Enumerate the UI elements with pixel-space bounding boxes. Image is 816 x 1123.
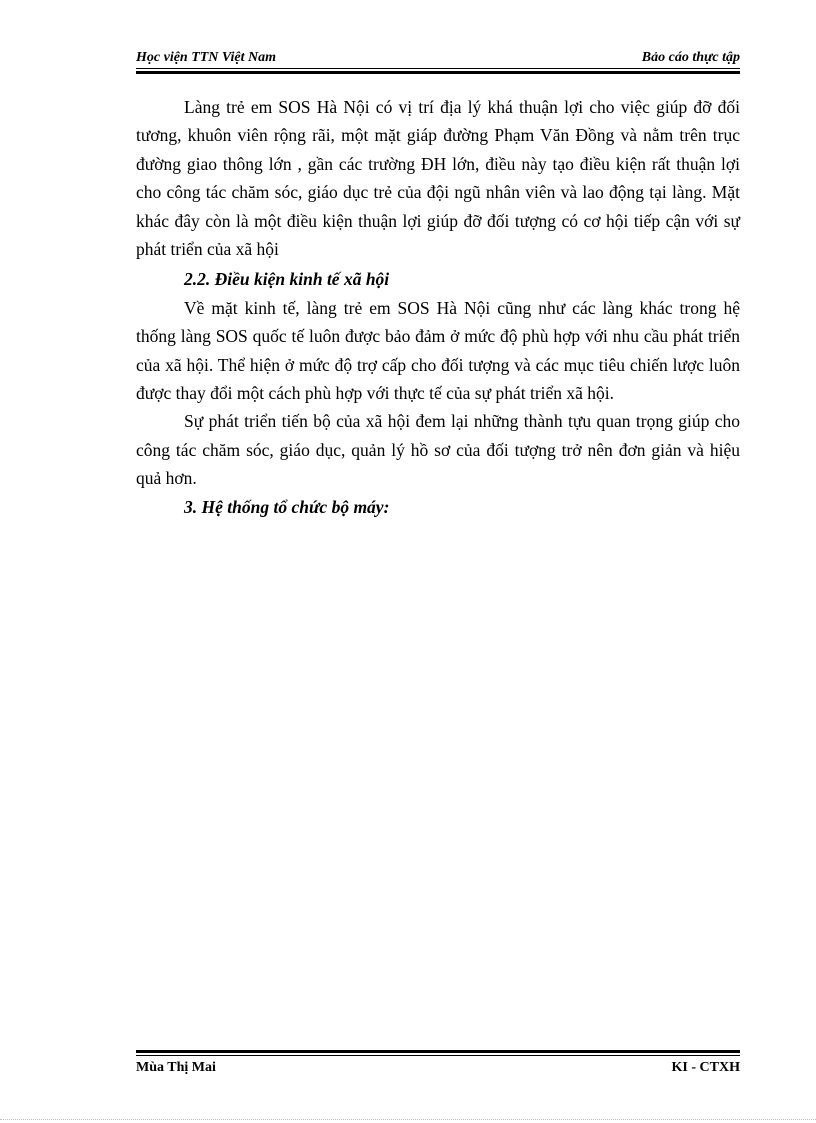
paragraph-economy: Về mặt kinh tế, làng trẻ em SOS Hà Nội cũng như các làng khác trong hệ thống làng SOS quốc tế luôn được bảo đảm ở mức độ phù hợp với nhu cầu phát triển của xã hội. Thể hiện ở mức độ trợ cấp cho đối tượng và các mục tiêu chiến lược luôn được thay đổi một cách phù hợp với thực tế của sự phát triển xã hội. xyxy=(136,297,740,404)
paragraph-progress: Sự phát triển tiến bộ của xã hội đem lại những thành tựu quan trọng giúp cho công tác chăm sóc, giáo dục, quản lý hồ sơ của đối tượng trở nên đơn giản và hiệu quả hơn. xyxy=(136,411,740,489)
footer-author: Mùa Thị Mai xyxy=(136,1060,216,1075)
page-bottom-border xyxy=(0,1119,816,1120)
paragraph-location: Làng trẻ em SOS Hà Nội có vị trí địa lý khá thuận lợi cho việc giúp đỡ đối tương, khuôn viên rộng rãi, một mặt giáp đường Phạm Văn Đồng và nằm trên trục đường giao thông lớn , gần các trường ĐH lớn, điều này tạo điều kiện rất thuận lợi cho công tác chăm sóc, giáo dục trẻ của đội ngũ nhân viên và lao động tại làng. Mặt khác đây còn là một điều kiện thuận lợi giúp đỡ đối tượng có cơ hội tiếp cận với sự phát triển của xã hội xyxy=(136,97,740,260)
footer-rule-thick xyxy=(136,1050,740,1053)
header-report-title: Bảo cáo thực tập xyxy=(641,50,740,65)
header-rule-thick xyxy=(136,71,740,74)
header-institution: Học viện TTN Việt Nam xyxy=(136,50,276,65)
page-header xyxy=(136,48,740,68)
header-rule xyxy=(136,68,740,69)
document-body xyxy=(136,93,740,521)
footer-class: KI - CTXH xyxy=(671,1060,740,1075)
section-heading-economic: 2.2. Điều kiện kinh tế xã hội xyxy=(184,269,390,290)
footer-rule xyxy=(136,1055,740,1056)
page-footer xyxy=(136,1058,740,1078)
section-heading-organization: 3. Hệ thống tổ chức bộ máy: xyxy=(184,496,390,517)
